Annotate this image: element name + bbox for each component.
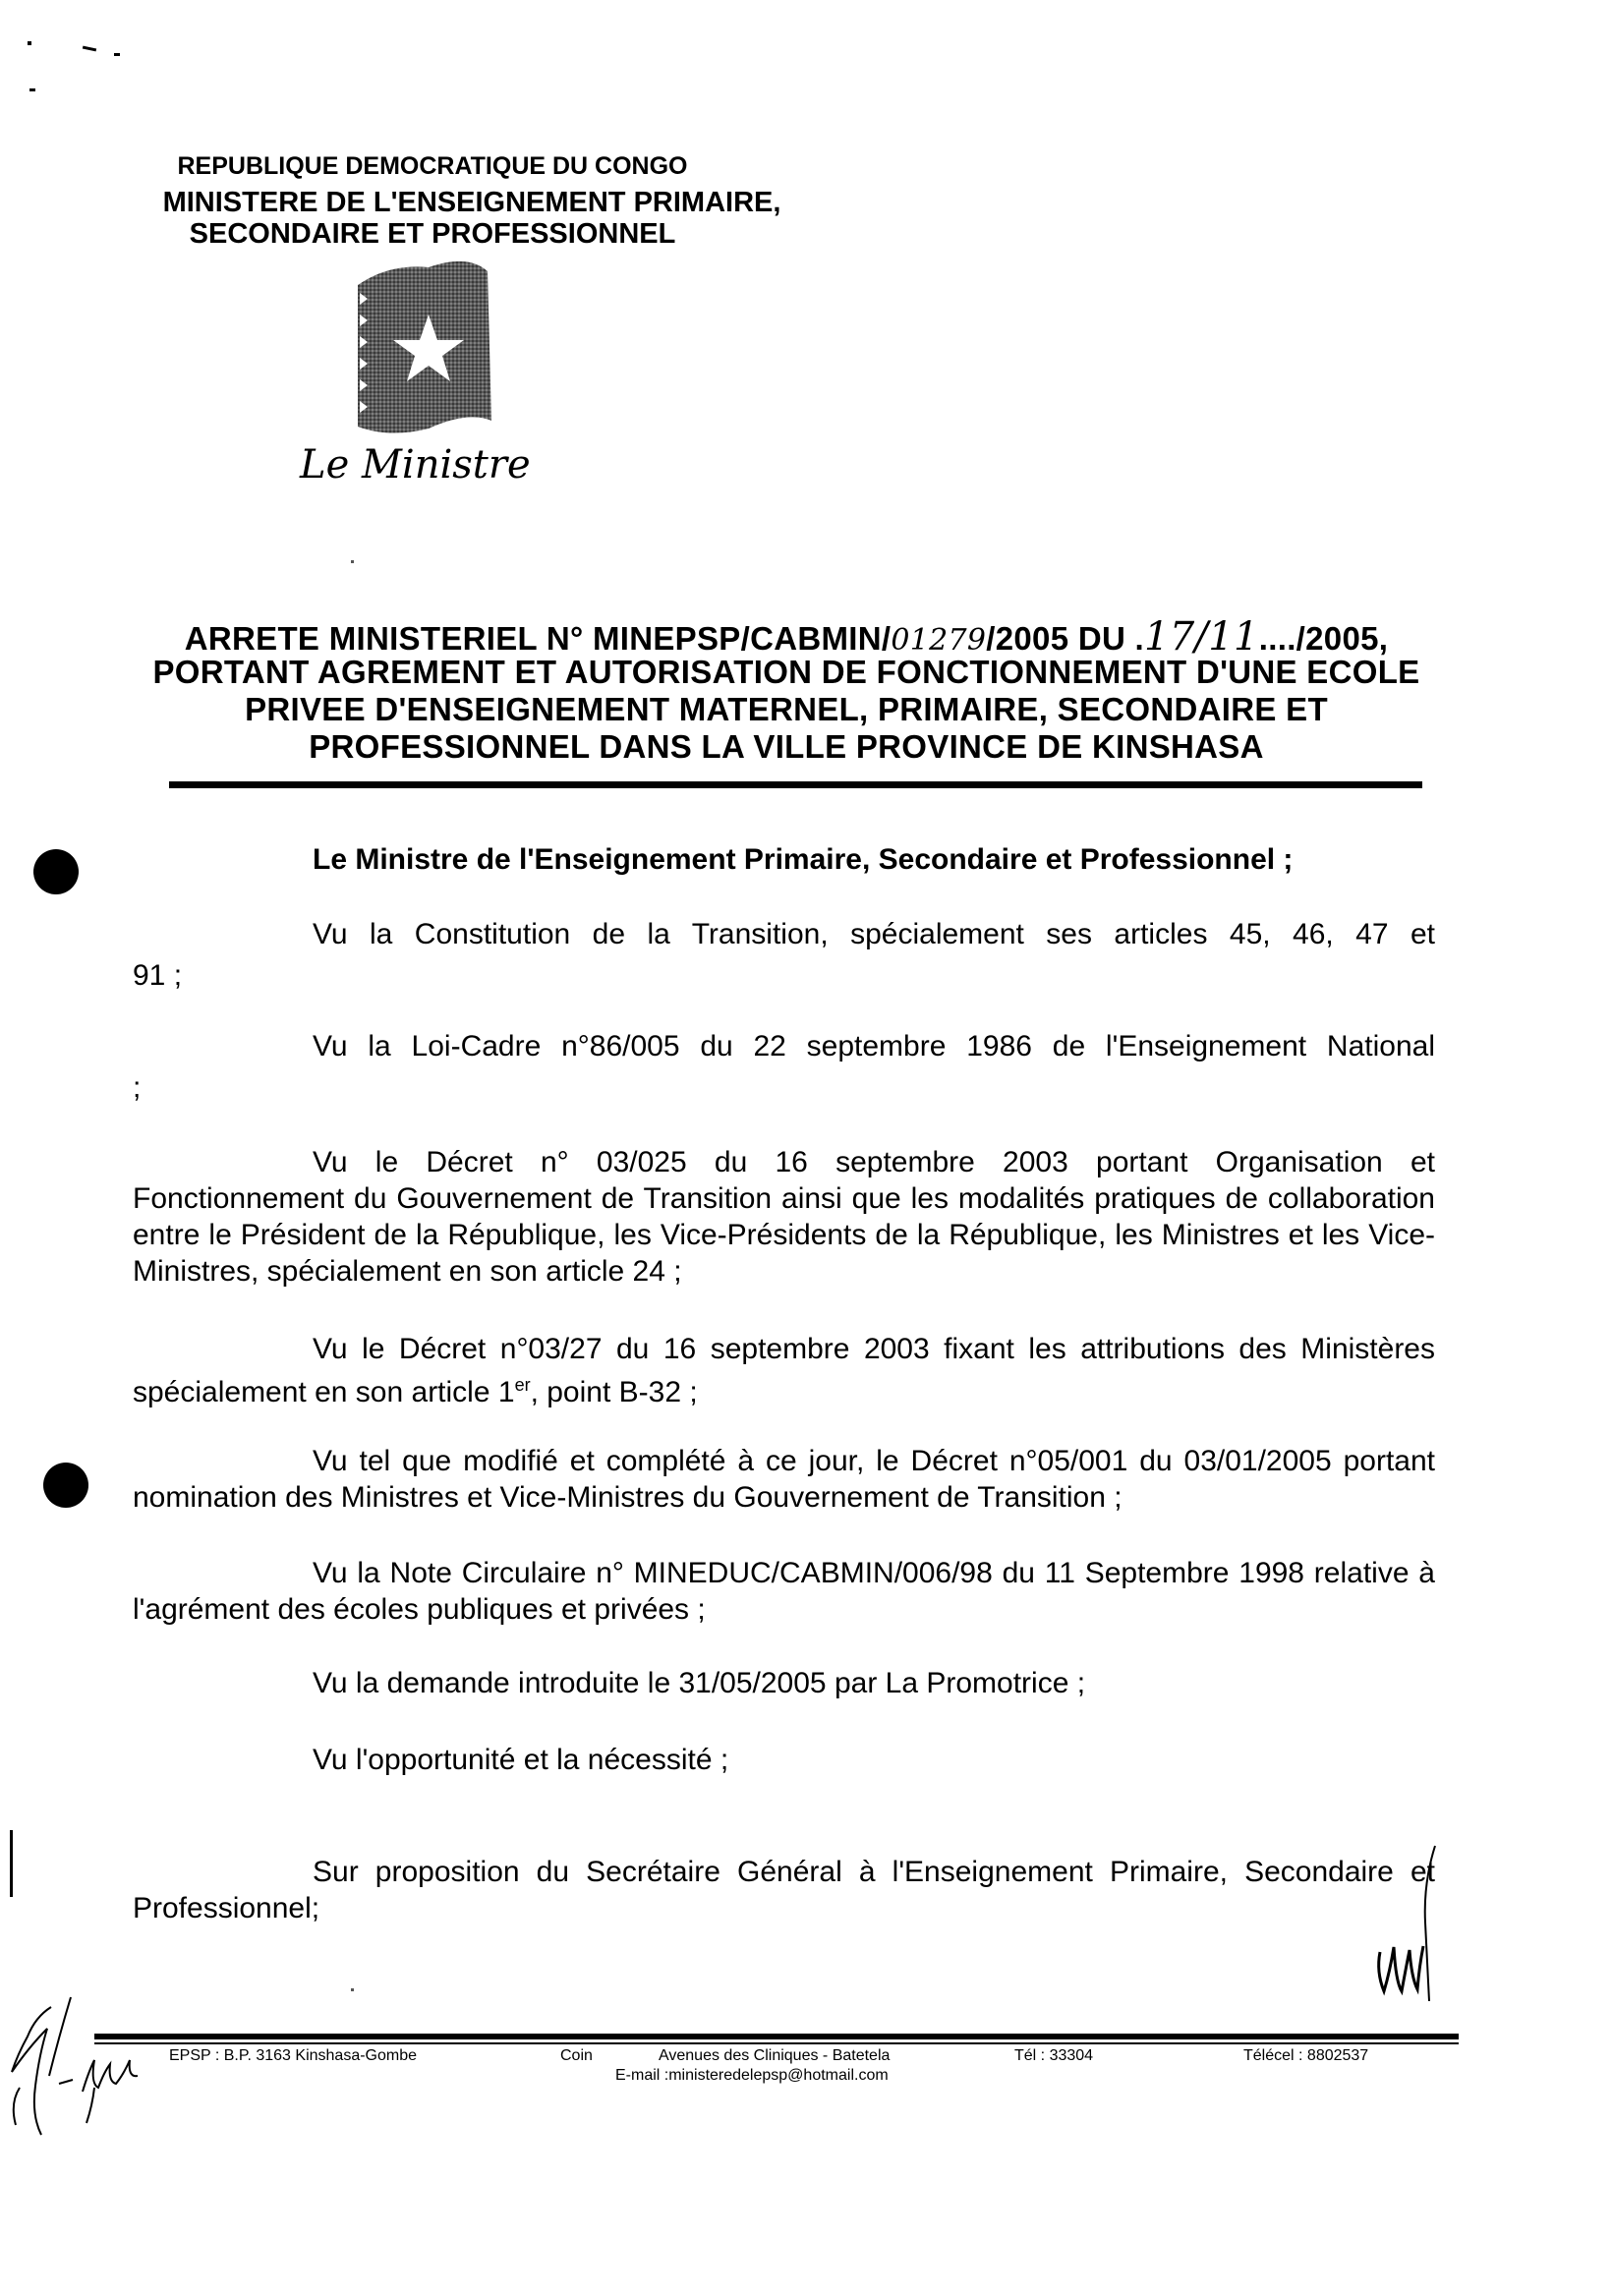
footer-address: EPSP : B.P. 3163 Kinshasa-Gombe: [169, 2047, 418, 2064]
minister-intro: Le Ministre de l'Enseignement Primaire, Secondaire et Professionnel ;: [313, 843, 1294, 876]
handwritten-decree-number: 01279: [891, 623, 987, 658]
paragraph-opportunite: Vu l'opportunité et la nécessité ;: [313, 1744, 729, 1776]
footer-rule-thin: [94, 2042, 1459, 2044]
scan-speck: [351, 560, 354, 563]
initial-paraph-signature: [1366, 1844, 1445, 2011]
paragraph-constitution-line1: Vu la Constitution de la Transition, spécialement ses articles 45, 46, 47 et: [313, 918, 1435, 950]
scan-speck: [29, 88, 35, 91]
decret-03-27-superscript: er: [514, 1375, 531, 1395]
decree-title-prefix: ARRETE MINISTERIEL N° MINEPSP/CABMIN/: [184, 620, 892, 657]
title-underline: [169, 781, 1422, 788]
decree-title-line2: PORTANT AGREMENT ET AUTORISATION DE FONCTIONNEMENT D'UNE ECOLE: [152, 654, 1420, 690]
scan-speck: [351, 1988, 354, 1991]
punch-hole: [33, 849, 79, 894]
republic-heading: REPUBLIQUE DEMOCRATIQUE DU CONGO: [177, 152, 688, 180]
minister-label: Le Ministre: [300, 442, 531, 488]
footer-telecel: Télécel : 8802537: [1243, 2047, 1369, 2064]
footer-rule-thick: [94, 2034, 1459, 2039]
decret-03-27-text: Vu le Décret n°03/27 du 16 septembre 2003 fixant les attributions des Ministères spécialement en son article 1: [133, 1333, 1435, 1408]
footer-coin: Coin: [560, 2047, 593, 2064]
decree-title-line3: PRIVEE D'ENSEIGNEMENT MATERNEL, PRIMAIRE, SECONDAIRE ET: [245, 691, 1328, 727]
ministry-heading-line1: MINISTERE DE L'ENSEIGNEMENT PRIMAIRE,: [162, 187, 781, 218]
ministry-heading-line2: SECONDAIRE ET PROFESSIONNEL: [189, 218, 676, 250]
handwritten-signature: [0, 1978, 157, 2145]
paragraph-decret-05-001: Vu tel que modifié et complété à ce jour, le Décret n°05/001 du 03/01/2005 portant nomination des Ministres et Vice-Ministres du Gouvernement de Transition ;: [133, 1445, 1435, 1514]
paragraph-proposition: Sur proposition du Secrétaire Général à l'Enseignement Primaire, Secondaire et Professionnel;: [133, 1856, 1435, 1924]
paragraph-loi-cadre-line2: ;: [133, 1071, 142, 1104]
decree-title-mid: /2005 DU .: [986, 620, 1145, 657]
footer-email: E-mail :ministeredelepsp@hotmail.com: [615, 2067, 889, 2084]
scan-speck: [83, 46, 96, 52]
paragraph-note-circulaire: Vu la Note Circulaire n° MINEDUC/CABMIN/006/98 du 11 Septembre 1998 relative à l'agrément des écoles publiques et privées ;: [133, 1557, 1435, 1626]
punch-hole: [43, 1463, 88, 1508]
paragraph-demande: Vu la demande introduite le 31/05/2005 par La Promotrice ;: [313, 1667, 1086, 1699]
paragraph-constitution-line2: 91 ;: [133, 959, 183, 992]
decret-03-27-tail: , point B-32 ;: [530, 1376, 698, 1408]
footer-telephone: Tél : 33304: [1014, 2047, 1094, 2064]
decree-title-line4: PROFESSIONNEL DANS LA VILLE PROVINCE DE KINSHASA: [309, 728, 1264, 765]
footer-avenues: Avenues des Cliniques - Batetela: [659, 2047, 891, 2064]
scan-speck: [114, 53, 120, 56]
left-margin-mark: [10, 1830, 13, 1897]
handwritten-decree-date: 17/11: [1144, 614, 1259, 660]
paragraph-decret-03-27: [133, 1331, 1435, 1410]
paragraph-loi-cadre-line1: Vu la Loi-Cadre n°86/005 du 22 septembre 1986 de l'Enseignement National: [313, 1030, 1435, 1062]
scan-speck: [28, 41, 31, 45]
flag-emblem-icon: [350, 254, 497, 442]
decree-title-year: ..../2005,: [1258, 620, 1389, 657]
paragraph-decret-03-025: Vu le Décret n° 03/025 du 16 septembre 2003 portant Organisation et Fonctionnement du Gouvernement de Transition ainsi que les modalités pratiques de collaboration entre le Président de la République, les Vice-Présidents de la République, les Ministres et les Vice-Ministres, spécialement en son article 24 ;: [133, 1146, 1435, 1288]
